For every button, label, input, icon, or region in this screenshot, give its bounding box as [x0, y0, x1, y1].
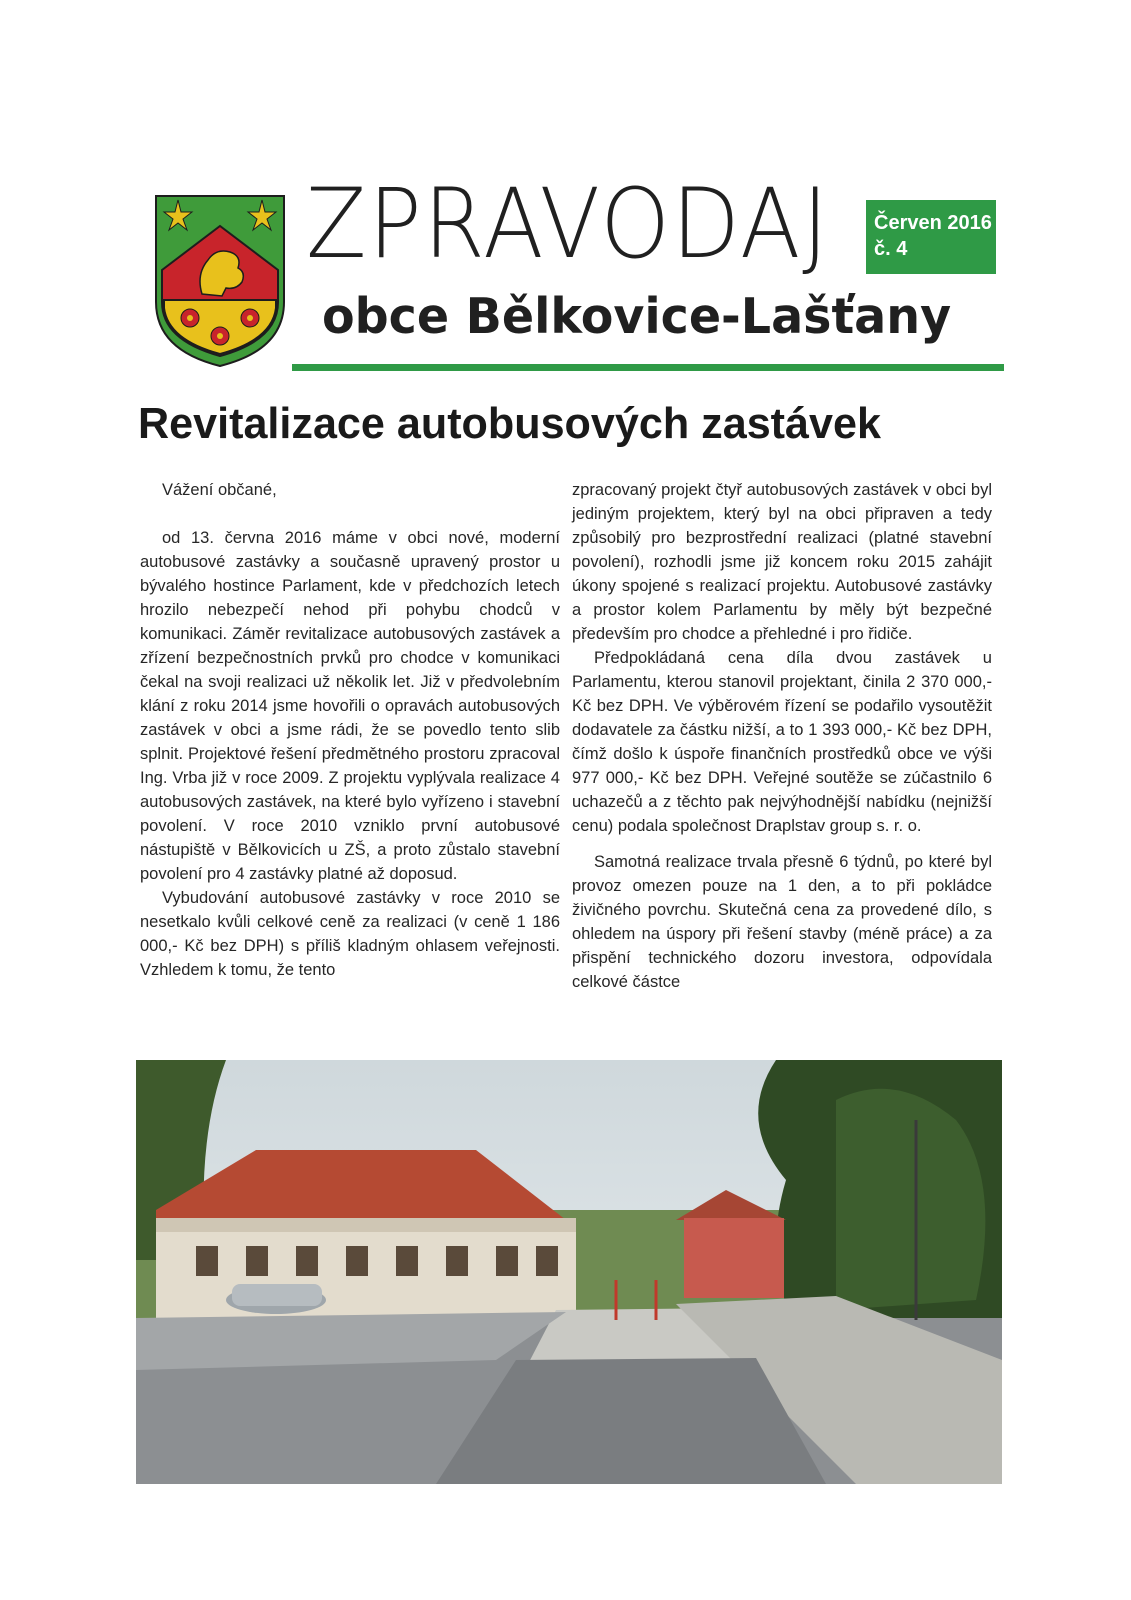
- paragraph: Předpokládaná cena díla dvou zastávek u Parlamentu, kterou stanovil projektant, činila 2 370 000,- Kč bez DPH. Ve výběrovém řízení se podařilo vysoutěžit dodavatele za částku nižší, a to 1 393 000,- Kč bez DPH, čímž došlo k úspoře finančních prostředků obce ve výši 977 000,- Kč bez DPH. Veřejné soutěže se zúčastnilo 6 uchazečů a z těchto pak nejvýhodnější nabídku (nejnižší cenu) podala společnost Draplstav group s. r. o.: [572, 649, 992, 835]
- issue-month: Červen 2016: [874, 212, 992, 234]
- paragraph: zpracovaný projekt čtyř autobusových zastávek v obci byl jediným projektem, který byl na obci připraven a tedy způsobilý pro bezprostřední realizaci (platné stavební povolení), rozhodli jsme již koncem roku 2015 zahájit úkony spojené s realizací projektu. Autobusové zastávky a prostor kolem Parlamentu by měly být bezpečné především pro chodce a přehledné i pro řidiče.: [572, 481, 992, 643]
- issue-number: č. 4: [874, 238, 908, 260]
- masthead-title: ZPRAVODAJ: [306, 168, 831, 280]
- salutation: Vážení občané,: [162, 481, 277, 499]
- paragraph: od 13. června 2016 máme v obci nové, moderní autobusové zastávky a současně upravený prostor u bývalého hostince Parlament, kde v předchozích letech hrozilo nebezpečí nehod při pohybu chodců v komunikaci. Záměr revitalizace autobusových zastávek a zřízení bezpečnostních prvků pro chodce v komunikaci čekal na svoji realizaci už několik let. Již v předvolebním klání z roku 2014 jsme hovořili o opravách autobusových zastávek v obci a jsme rádi, že se povedlo tento slib splnit. Projektové řešení předmětného prostoru zpracoval Ing. Vrba již v roce 2009. Z projektu vyplývala realizace 4 autobusových zastávek, na které bylo vyřízeno i stavební povolení. V roce 2010 vzniklo první autobusové nástupiště v Bělkovicích u ZŠ, a proto zůstalo stavební povolení pro 4 zastávky platné až doposud.: [140, 529, 560, 883]
- issue-badge: [866, 200, 996, 274]
- article-headline: Revitalizace autobusových zastávek: [138, 399, 881, 448]
- article-column-left: [140, 478, 560, 982]
- masthead-subtitle: obce Bělkovice-Lašťany: [322, 288, 952, 345]
- bus-stop-photo: [136, 1060, 1002, 1484]
- article-column-right: [572, 478, 992, 994]
- paragraph: Samotná realizace trvala přesně 6 týdnů, po které byl provoz omezen pouze na 1 den, a to při pokládce živičného povrchu. Skutečná cena za provedené dílo, s ohledem na úspory při řešení stavby (méně práce) a za přispění technického dozoru investora, odpovídala celkové částce: [572, 853, 992, 991]
- masthead-divider: [292, 364, 1004, 371]
- paragraph: Vybudování autobusové zastávky v roce 2010 se nesetkalo kvůli celkové ceně za realizaci (v ceně 1 186 000,- Kč bez DPH) s příliš kladným ohlasem veřejnosti. Vzhledem k tomu, že tento: [140, 889, 560, 979]
- coat-of-arms-logo: [150, 190, 290, 370]
